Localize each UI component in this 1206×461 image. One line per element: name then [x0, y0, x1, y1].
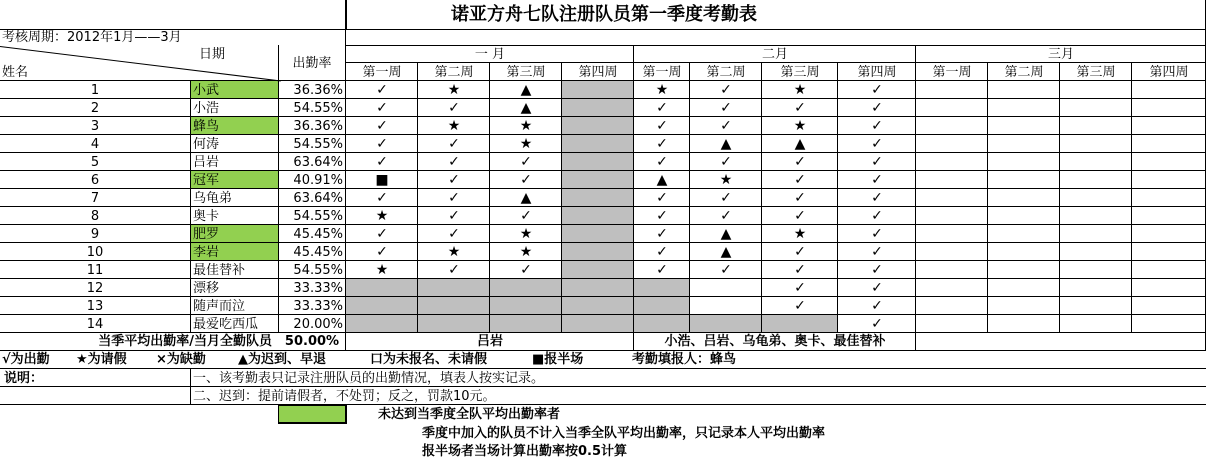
attendance-mark: ✓ — [720, 82, 732, 98]
member-name: 肥罗 — [190, 225, 278, 243]
attendance-rate: 54.55% — [293, 136, 343, 152]
member-name: 随声而泣 — [193, 298, 246, 314]
attendance-mark: ✓ — [376, 154, 388, 170]
notes-line-4: 季度中加入的队员不计入当季全队平均出勤率，只记录本人平均出勤率 — [422, 425, 826, 441]
attendance-mark: ✓ — [871, 172, 883, 188]
legend-present: √为出勤 — [2, 352, 50, 367]
member-name: 最佳替补 — [193, 262, 246, 278]
legend-unregistered: 口为未报名、未请假 — [370, 352, 488, 367]
attendance-mark: ✓ — [794, 298, 806, 314]
attendance-mark: ▲ — [720, 244, 732, 260]
period-label: 考核周期：2012年1月——3月 — [2, 30, 182, 45]
member-name: 何涛 — [193, 136, 220, 152]
member-name: 奥卡 — [193, 208, 220, 224]
attendance-mark: ★ — [519, 226, 533, 242]
week-header: 第三周 — [1076, 64, 1116, 80]
member-name: 冠军 — [190, 171, 278, 189]
attendance-mark: ✓ — [794, 154, 806, 170]
attendance-mark: ✓ — [871, 280, 883, 296]
attendance-mark: ✓ — [720, 262, 732, 278]
row-number: 10 — [86, 244, 104, 260]
attendance-rate: 33.33% — [293, 298, 343, 314]
attendance-mark: ✓ — [720, 208, 732, 224]
sheet-title: 诺亚方舟七队注册队员第一季度考勤表 — [451, 4, 757, 25]
attendance-mark: ✓ — [448, 136, 460, 152]
member-name: 蜂鸟 — [190, 117, 278, 135]
name-header: 姓名 — [2, 64, 29, 80]
member-name: 漂移 — [193, 280, 220, 296]
attendance-mark: ✓ — [656, 154, 668, 170]
attendance-mark: ✓ — [871, 226, 883, 242]
attendance-mark: ▲ — [656, 172, 668, 188]
attendance-mark: ★ — [519, 136, 533, 152]
attendance-mark: ✓ — [448, 190, 460, 206]
attendance-mark: ✓ — [794, 100, 806, 116]
attendance-rate: 36.36% — [293, 118, 343, 134]
attendance-rate: 45.45% — [293, 244, 343, 260]
attendance-mark: ▲ — [520, 100, 532, 116]
summary-label: 当季平均出勤率/当月全勤队员 — [98, 334, 272, 349]
attendance-mark: ✓ — [794, 172, 806, 188]
attendance-rate: 63.64% — [293, 190, 343, 206]
attendance-mark: ✓ — [656, 262, 668, 278]
row-number: 9 — [90, 226, 100, 242]
attendance-mark: ✓ — [376, 244, 388, 260]
notes-line-1: 一、该考勤表只记录注册队员的出勤情况，填表人按实记录。 — [193, 370, 545, 386]
summary-rate: 50.00% — [284, 334, 340, 349]
unrecorded-block — [562, 81, 634, 279]
attendance-mark: ▲ — [720, 136, 732, 152]
attendance-mark: ★ — [793, 118, 807, 134]
attendance-mark: ✓ — [656, 208, 668, 224]
attendance-mark: ✓ — [720, 190, 732, 206]
attendance-mark: ✓ — [376, 82, 388, 98]
attendance-mark: ✓ — [656, 100, 668, 116]
legend-half: ■报半场 — [532, 352, 584, 367]
attendance-mark: ✓ — [448, 172, 460, 188]
attendance-mark: ▲ — [794, 136, 806, 152]
attendance-mark: ✓ — [871, 82, 883, 98]
attendance-mark: ✓ — [871, 118, 883, 134]
notes-line-5: 报半场者当场计算出勤率按0.5计算 — [422, 443, 628, 459]
legend-reporter: 考勤填报人：蜂鸟 — [632, 352, 737, 367]
attendance-mark: ✓ — [794, 262, 806, 278]
legend-leave: ★为请假 — [76, 352, 127, 367]
attendance-mark: ✓ — [520, 154, 532, 170]
attendance-mark: ★ — [519, 244, 533, 260]
attendance-rate: 20.00% — [293, 316, 343, 332]
attendance-mark: ■ — [375, 172, 389, 188]
attendance-mark: ✓ — [656, 190, 668, 206]
attendance-mark: ✓ — [520, 208, 532, 224]
row-number: 14 — [86, 316, 104, 332]
attendance-mark: ✓ — [871, 190, 883, 206]
row-number: 6 — [90, 172, 100, 188]
unrecorded-block — [762, 315, 838, 333]
unrecorded-block — [346, 279, 690, 315]
week-header: 第一周 — [362, 64, 402, 80]
notes-line-2: 二、迟到：提前请假者，不处罚；反之，罚款10元。 — [193, 388, 496, 404]
notes-line-3: 未达到当季度全队平均出勤率者 — [378, 406, 561, 422]
row-number: 3 — [90, 118, 100, 134]
legend-absent: ×为缺勤 — [156, 352, 206, 367]
notes-label: 说明： — [4, 370, 44, 386]
week-header: 第二周 — [434, 64, 474, 80]
attendance-rate: 63.64% — [293, 154, 343, 170]
attendance-mark: ★ — [447, 82, 461, 98]
attendance-mark: ▲ — [720, 226, 732, 242]
attendance-mark: ✓ — [871, 136, 883, 152]
attendance-mark: ✓ — [376, 118, 388, 134]
row-number: 8 — [90, 208, 100, 224]
attendance-mark: ✓ — [871, 208, 883, 224]
summary-jan-full-attendance: 吕岩 — [476, 334, 503, 349]
row-number: 2 — [90, 100, 100, 116]
week-header: 第二周 — [1004, 64, 1044, 80]
month-feb-header: 二月 — [761, 46, 788, 62]
row-number: 7 — [90, 190, 100, 206]
attendance-mark: ★ — [793, 82, 807, 98]
week-header: 第四周 — [578, 64, 618, 80]
attendance-rate: 36.36% — [293, 82, 343, 98]
attendance-mark: ★ — [447, 118, 461, 134]
week-header: 第三周 — [506, 64, 546, 80]
member-name: 最爱吃西瓜 — [193, 316, 259, 332]
attendance-mark: ★ — [719, 172, 733, 188]
date-header: 日期 — [198, 46, 225, 62]
week-header: 第四周 — [1149, 64, 1189, 80]
attendance-mark: ✓ — [871, 244, 883, 260]
attendance-mark: ★ — [447, 244, 461, 260]
attendance-mark: ✓ — [871, 298, 883, 314]
attendance-mark: ★ — [793, 226, 807, 242]
green-marker-swatch — [278, 405, 346, 423]
summary-feb-full-attendance: 小浩、吕岩、乌龟弟、奥卡、最佳替补 — [664, 334, 886, 349]
attendance-mark: ★ — [375, 208, 389, 224]
attendance-mark: ✓ — [448, 226, 460, 242]
attendance-mark: ✓ — [720, 118, 732, 134]
attendance-mark: ✓ — [871, 262, 883, 278]
attendance-mark: ✓ — [656, 136, 668, 152]
week-header: 第三周 — [780, 64, 820, 80]
attendance-mark: ★ — [375, 262, 389, 278]
row-number: 13 — [86, 298, 104, 314]
attendance-mark: ✓ — [520, 262, 532, 278]
attendance-mark: ✓ — [448, 100, 460, 116]
member-name: 乌龟弟 — [193, 190, 233, 206]
attendance-mark: ✓ — [656, 244, 668, 260]
attendance-mark: ★ — [519, 118, 533, 134]
member-name: 李岩 — [190, 243, 278, 261]
attendance-rate: 54.55% — [293, 262, 343, 278]
week-header: 第一周 — [932, 64, 972, 80]
month-mar-header: 三月 — [1047, 46, 1074, 62]
member-name: 吕岩 — [193, 154, 220, 170]
unrecorded-block — [346, 315, 762, 333]
summary-mar-full-attendance — [916, 333, 1206, 350]
row-number: 11 — [86, 262, 104, 278]
week-header: 第一周 — [642, 64, 682, 80]
attendance-mark: ✓ — [871, 100, 883, 116]
attendance-mark: ✓ — [376, 190, 388, 206]
week-header: 第二周 — [706, 64, 746, 80]
member-name: 小浩 — [193, 100, 220, 116]
attendance-rate: 40.91% — [293, 172, 343, 188]
attendance-mark: ✓ — [794, 190, 806, 206]
week-header: 第四周 — [857, 64, 897, 80]
attendance-rate: 54.55% — [293, 208, 343, 224]
attendance-mark: ✓ — [794, 208, 806, 224]
attendance-mark: ✓ — [448, 208, 460, 224]
attendance-mark: ✓ — [448, 154, 460, 170]
rate-header: 出勤率 — [292, 55, 332, 71]
attendance-mark: ✓ — [448, 262, 460, 278]
legend-late: ▲为迟到、早退 — [238, 352, 326, 367]
row-number: 12 — [86, 280, 104, 296]
attendance-mark: ▲ — [520, 190, 532, 206]
attendance-rate: 33.33% — [293, 280, 343, 296]
month-jan-header: 一 月 — [474, 46, 506, 62]
attendance-mark: ✓ — [376, 100, 388, 116]
attendance-mark: ✓ — [376, 226, 388, 242]
attendance-mark: ✓ — [720, 154, 732, 170]
member-name: 小武 — [190, 81, 278, 99]
attendance-mark: ✓ — [794, 280, 806, 296]
attendance-mark: ✓ — [520, 172, 532, 188]
attendance-mark: ✓ — [871, 316, 883, 332]
attendance-mark: ✓ — [720, 100, 732, 116]
attendance-rate: 54.55% — [293, 100, 343, 116]
attendance-mark: ✓ — [376, 136, 388, 152]
attendance-mark: ✓ — [871, 154, 883, 170]
attendance-rate: 45.45% — [293, 226, 343, 242]
attendance-mark: ★ — [655, 82, 669, 98]
attendance-mark: ✓ — [656, 118, 668, 134]
attendance-mark: ▲ — [520, 82, 532, 98]
attendance-mark: ✓ — [794, 244, 806, 260]
attendance-mark: ✓ — [656, 226, 668, 242]
row-number: 5 — [90, 154, 100, 170]
row-number: 4 — [90, 136, 100, 152]
row-number: 1 — [90, 82, 100, 98]
